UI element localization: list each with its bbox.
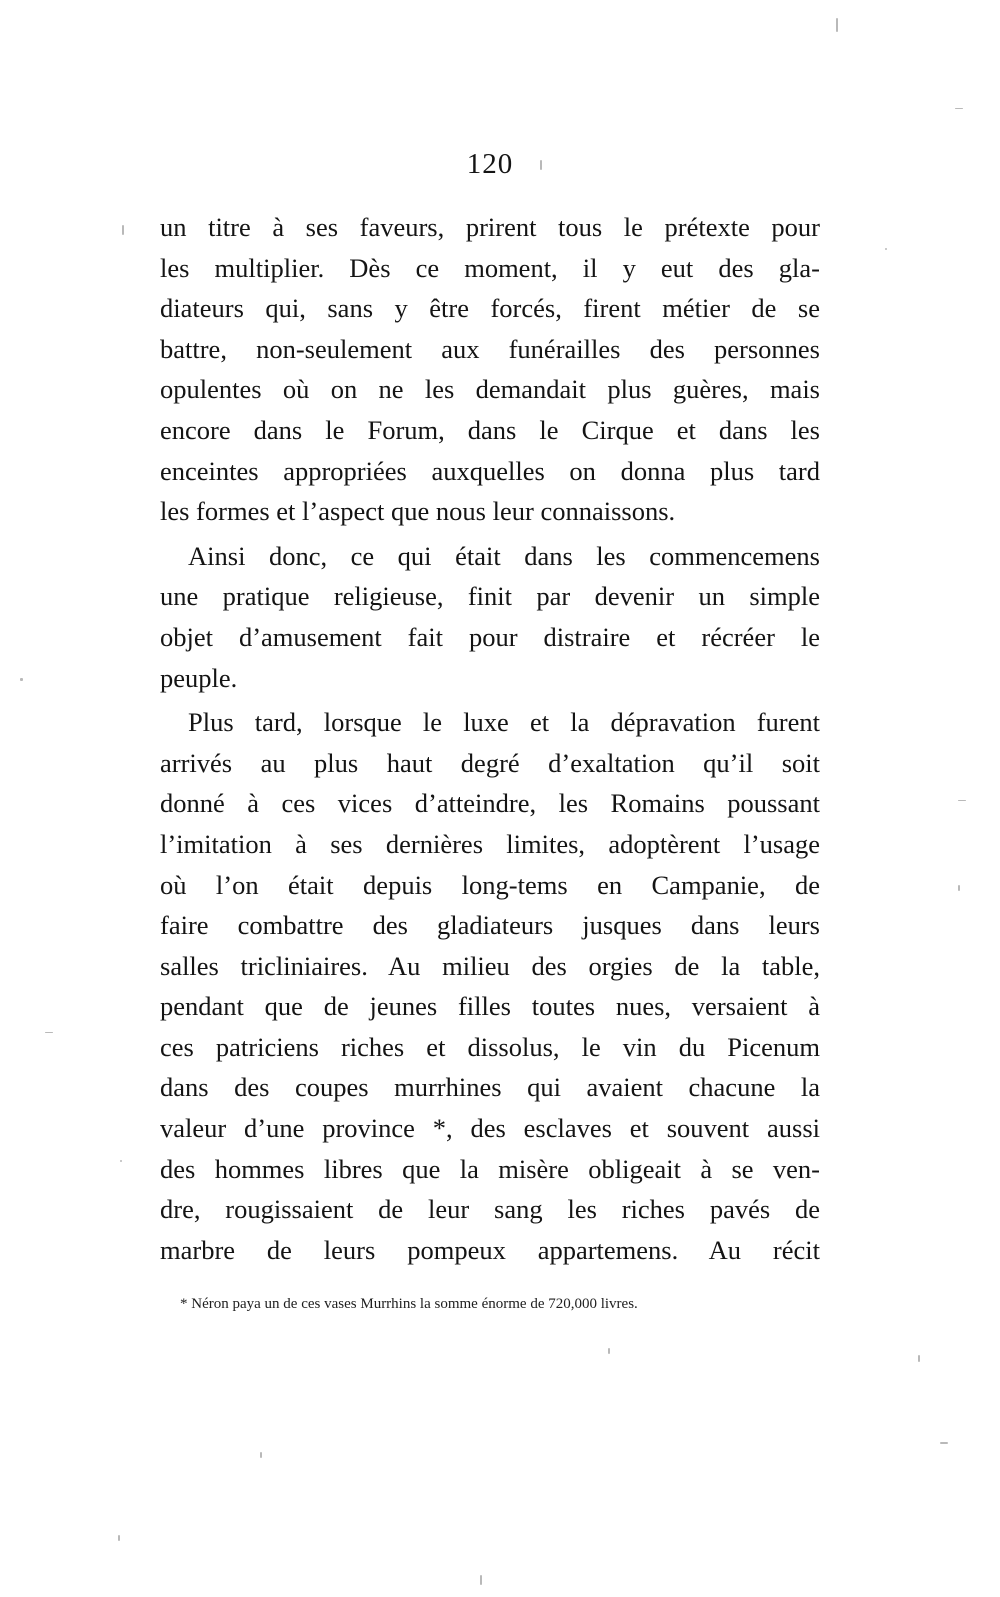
text-line: diateurs qui, sans y être forcés, firent métier de se <box>160 293 820 324</box>
text-line: battre, non-seulement aux funérailles des personnes <box>160 333 820 364</box>
scan-speck <box>958 885 960 891</box>
text-line: Plus tard, lorsque le luxe et la dépravation furent <box>188 707 820 738</box>
text-line: Ainsi donc, ce qui était dans les commencemens <box>188 540 820 571</box>
scan-speck <box>885 248 887 250</box>
scan-speck <box>45 1032 53 1033</box>
text-line: arrivés au plus haut degré d’exaltation qu’il soit <box>160 747 820 778</box>
text-line: dans des coupes murrhines qui avaient chacune la <box>160 1072 820 1103</box>
scan-speck <box>20 678 23 681</box>
text-line: marbre de leurs pompeux appartemens. Au récit <box>160 1234 820 1265</box>
footnote: * Néron paya un de ces vases Murrhins la somme énorme de 720,000 livres. <box>180 1296 638 1312</box>
scan-speck <box>540 160 542 170</box>
scan-speck <box>958 800 966 801</box>
text-line: pendant que de jeunes filles toutes nues, versaient à <box>160 991 820 1022</box>
page-number: 120 <box>466 148 514 180</box>
scan-speck <box>918 1355 920 1362</box>
text-line: encore dans le Forum, dans le Cirque et dans les <box>160 414 820 445</box>
paragraph-3 <box>160 702 820 1270</box>
scan-speck <box>608 1348 610 1354</box>
text-line: des hommes libres que la misère obligeait à se ven- <box>160 1153 820 1184</box>
text-line: donné à ces vices d’atteindre, les Romains poussant <box>160 788 820 819</box>
scan-speck <box>122 225 124 235</box>
scan-speck <box>480 1575 482 1585</box>
scan-speck <box>836 18 838 32</box>
paragraph-2 <box>160 536 820 698</box>
text-line: opulentes où on ne les demandait plus guères, mais <box>160 374 820 405</box>
text-line: où l’on était depuis long-tems en Campanie, de <box>160 869 820 900</box>
text-line: l’imitation à ses dernières limites, adoptèrent l’usage <box>160 828 820 859</box>
scan-speck <box>940 1442 948 1444</box>
body-text <box>160 207 820 1270</box>
text-line: les multiplier. Dès ce moment, il y eut des gla- <box>160 252 820 283</box>
text-line: dre, rougissaient de leur sang les riches pavés de <box>160 1194 820 1225</box>
text-line: faire combattre des gladiateurs jusques dans leurs <box>160 910 820 941</box>
text-line: une pratique religieuse, finit par devenir un simple <box>160 581 820 612</box>
text-line: un titre à ses faveurs, prirent tous le prétexte pour <box>160 212 820 242</box>
text-line: objet d’amusement fait pour distraire et récréer le <box>160 621 820 652</box>
text-line: valeur d’une province *, des esclaves et souvent aussi <box>160 1113 820 1144</box>
text-line: les formes et l’aspect que nous leur connaissons. <box>160 496 676 527</box>
text-line: peuple. <box>160 662 238 693</box>
text-line: enceintes appropriées auxquelles on donna plus tard <box>160 455 820 486</box>
scan-speck <box>120 1160 122 1162</box>
text-line: salles tricliniaires. Au milieu des orgies de la table, <box>160 950 820 981</box>
text-line: ces patriciens riches et dissolus, le vin du Picenum <box>160 1031 820 1062</box>
scan-speck <box>955 108 963 109</box>
scan-speck <box>118 1535 120 1541</box>
paragraph-1 <box>160 207 820 532</box>
scan-speck <box>260 1452 262 1458</box>
